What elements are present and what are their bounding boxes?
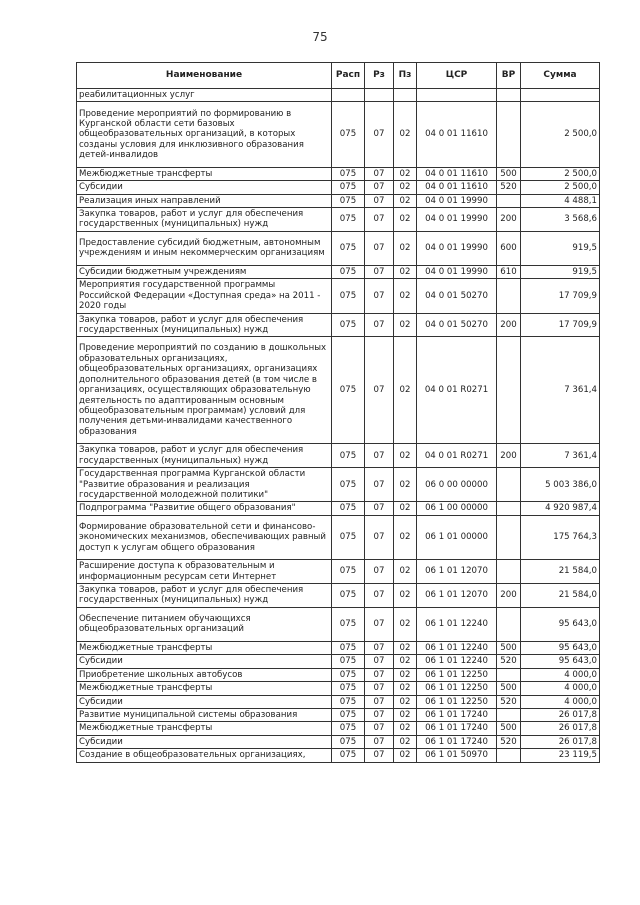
- row-pz: 02: [394, 279, 417, 313]
- table-row: [77, 682, 600, 695]
- row-rasp: 075: [332, 181, 365, 194]
- row-pz: 02: [394, 502, 417, 515]
- row-csr: 04 0 01 11610: [417, 167, 497, 180]
- table-row: [77, 722, 600, 735]
- row-pz: 02: [394, 444, 417, 468]
- row-name: реабилитационных услуг: [77, 89, 332, 102]
- row-sum: 95 643,0: [521, 655, 600, 668]
- row-name: Межбюджетные трансферты: [77, 722, 332, 735]
- row-csr: 04 0 01 R0271: [417, 337, 497, 444]
- row-name: Межбюджетные трансферты: [77, 682, 332, 695]
- header-rz: Рз: [365, 63, 394, 89]
- row-rasp: 075: [332, 167, 365, 180]
- row-sum: 17 709,9: [521, 313, 600, 337]
- row-vr: 200: [497, 444, 521, 468]
- table-row: [77, 695, 600, 708]
- row-pz: 02: [394, 102, 417, 167]
- row-rz: 07: [365, 207, 394, 231]
- row-rasp: 075: [332, 655, 365, 668]
- row-vr: 500: [497, 722, 521, 735]
- row-sum: 7 361,4: [521, 337, 600, 444]
- row-vr: [497, 337, 521, 444]
- row-rz: 07: [365, 194, 394, 207]
- row-csr: 06 1 01 12240: [417, 607, 497, 641]
- row-vr: 520: [497, 735, 521, 748]
- row-csr: 06 1 00 00000: [417, 502, 497, 515]
- row-sum: 26 017,8: [521, 709, 600, 722]
- header-csr: ЦСР: [417, 63, 497, 89]
- table-row: [77, 89, 600, 102]
- row-vr: [497, 194, 521, 207]
- row-csr: 04 0 01 19990: [417, 231, 497, 265]
- table-row: [77, 313, 600, 337]
- row-pz: 02: [394, 515, 417, 560]
- row-name: Мероприятия государственной программы Российской Федерации «Доступная среда» на 2011 - 2020 годы: [77, 279, 332, 313]
- row-pz: 02: [394, 655, 417, 668]
- row-rasp: 075: [332, 231, 365, 265]
- table-row: [77, 584, 600, 608]
- row-sum: 23 119,5: [521, 749, 600, 762]
- row-rz: 07: [365, 231, 394, 265]
- row-name: Обеспечение питанием обучающихся общеобразовательных организаций: [77, 607, 332, 641]
- row-rz: 07: [365, 749, 394, 762]
- row-rasp: 075: [332, 709, 365, 722]
- row-rz: 07: [365, 560, 394, 584]
- row-pz: 02: [394, 709, 417, 722]
- row-rasp: 075: [332, 337, 365, 444]
- row-rasp: 075: [332, 722, 365, 735]
- row-name: Межбюджетные трансферты: [77, 167, 332, 180]
- row-csr: 04 0 01 19990: [417, 207, 497, 231]
- row-pz: 02: [394, 560, 417, 584]
- table-row: [77, 181, 600, 194]
- row-sum: 2 500,0: [521, 167, 600, 180]
- table-body: [77, 89, 600, 763]
- row-sum: 95 643,0: [521, 607, 600, 641]
- row-csr: 06 1 01 17240: [417, 735, 497, 748]
- row-csr: 06 1 01 12250: [417, 695, 497, 708]
- row-pz: 02: [394, 231, 417, 265]
- row-rasp: 075: [332, 735, 365, 748]
- row-sum: 4 000,0: [521, 668, 600, 681]
- row-rz: 07: [365, 607, 394, 641]
- table-row: [77, 279, 600, 313]
- table-row: [77, 749, 600, 762]
- row-rz: 07: [365, 337, 394, 444]
- row-vr: [497, 89, 521, 102]
- row-sum: 95 643,0: [521, 642, 600, 655]
- header-pz: Пз: [394, 63, 417, 89]
- row-name: Проведение мероприятий по формированию в Курганской области сети базовых общеобразовательных организаций, в которых созданы условия для инклюзивного образования детей-инвалидов: [77, 102, 332, 167]
- row-rasp: 075: [332, 668, 365, 681]
- row-csr: 06 1 01 12070: [417, 560, 497, 584]
- row-sum: 4 920 987,4: [521, 502, 600, 515]
- table-row: [77, 735, 600, 748]
- row-vr: 520: [497, 655, 521, 668]
- row-rasp: 075: [332, 749, 365, 762]
- row-rz: 07: [365, 695, 394, 708]
- row-sum: 7 361,4: [521, 444, 600, 468]
- header-row: [77, 63, 600, 89]
- row-pz: 02: [394, 722, 417, 735]
- table-row: [77, 468, 600, 502]
- row-name: Подпрограмма "Развитие общего образования": [77, 502, 332, 515]
- row-rz: 07: [365, 444, 394, 468]
- row-csr: 06 1 01 12240: [417, 642, 497, 655]
- row-vr: [497, 749, 521, 762]
- row-pz: 02: [394, 167, 417, 180]
- table-row: [77, 560, 600, 584]
- row-vr: [497, 607, 521, 641]
- table-row: [77, 502, 600, 515]
- row-sum: 17 709,9: [521, 279, 600, 313]
- row-rz: 07: [365, 181, 394, 194]
- row-name: Субсидии бюджетным учреждениям: [77, 265, 332, 278]
- row-vr: 500: [497, 167, 521, 180]
- row-rasp: 075: [332, 194, 365, 207]
- row-sum: 919,5: [521, 231, 600, 265]
- row-vr: 500: [497, 682, 521, 695]
- row-csr: 06 1 01 12250: [417, 668, 497, 681]
- row-pz: 02: [394, 181, 417, 194]
- table-row: [77, 102, 600, 167]
- row-sum: 4 488,1: [521, 194, 600, 207]
- row-pz: 02: [394, 642, 417, 655]
- row-rasp: 075: [332, 102, 365, 167]
- row-csr: 06 1 01 00000: [417, 515, 497, 560]
- row-rz: [365, 89, 394, 102]
- row-csr: 06 1 01 12070: [417, 584, 497, 608]
- row-pz: 02: [394, 735, 417, 748]
- row-rz: 07: [365, 584, 394, 608]
- row-vr: [497, 668, 521, 681]
- row-pz: 02: [394, 749, 417, 762]
- row-sum: 4 000,0: [521, 682, 600, 695]
- row-pz: 02: [394, 607, 417, 641]
- row-csr: 04 0 01 11610: [417, 181, 497, 194]
- row-name: Формирование образовательной сети и финансово-экономических механизмов, обеспечивающих равный доступ к услугам общего образования: [77, 515, 332, 560]
- table-row: [77, 194, 600, 207]
- row-rasp: 075: [332, 695, 365, 708]
- row-rasp: 075: [332, 279, 365, 313]
- table-row: [77, 167, 600, 180]
- row-csr: 06 1 01 17240: [417, 722, 497, 735]
- table-row: [77, 231, 600, 265]
- row-vr: 520: [497, 181, 521, 194]
- row-vr: 610: [497, 265, 521, 278]
- row-vr: [497, 560, 521, 584]
- row-pz: 02: [394, 207, 417, 231]
- row-name: Субсидии: [77, 735, 332, 748]
- row-csr: 04 0 01 19990: [417, 265, 497, 278]
- row-rasp: 075: [332, 584, 365, 608]
- row-rz: 07: [365, 682, 394, 695]
- table-row: [77, 655, 600, 668]
- row-rz: 07: [365, 735, 394, 748]
- row-sum: 4 000,0: [521, 695, 600, 708]
- row-sum: 5 003 386,0: [521, 468, 600, 502]
- row-pz: 02: [394, 194, 417, 207]
- row-rz: 07: [365, 167, 394, 180]
- row-rasp: 075: [332, 682, 365, 695]
- row-rz: 07: [365, 515, 394, 560]
- header-vr: ВР: [497, 63, 521, 89]
- header-name: Наименование: [77, 63, 332, 89]
- row-rz: 07: [365, 265, 394, 278]
- row-csr: 04 0 01 11610: [417, 102, 497, 167]
- row-sum: 26 017,8: [521, 722, 600, 735]
- row-rasp: 075: [332, 444, 365, 468]
- row-vr: 520: [497, 695, 521, 708]
- row-vr: 200: [497, 207, 521, 231]
- header-sum: Сумма: [521, 63, 600, 89]
- row-csr: 06 1 01 12240: [417, 655, 497, 668]
- table-row: [77, 668, 600, 681]
- row-csr: 04 0 01 19990: [417, 194, 497, 207]
- row-name: Закупка товаров, работ и услуг для обеспечения государственных (муниципальных) нужд: [77, 313, 332, 337]
- table-row: [77, 515, 600, 560]
- row-name: Закупка товаров, работ и услуг для обеспечения государственных (муниципальных) нужд: [77, 444, 332, 468]
- row-vr: 200: [497, 313, 521, 337]
- row-vr: [497, 279, 521, 313]
- row-rz: 07: [365, 102, 394, 167]
- row-csr: 04 0 01 50270: [417, 279, 497, 313]
- table-row: [77, 642, 600, 655]
- row-csr: 06 1 01 17240: [417, 709, 497, 722]
- row-pz: 02: [394, 668, 417, 681]
- row-rasp: 075: [332, 265, 365, 278]
- row-name: Развитие муниципальной системы образования: [77, 709, 332, 722]
- row-rasp: 075: [332, 560, 365, 584]
- row-pz: [394, 89, 417, 102]
- row-pz: 02: [394, 337, 417, 444]
- row-sum: 175 764,3: [521, 515, 600, 560]
- row-pz: 02: [394, 265, 417, 278]
- row-sum: 26 017,8: [521, 735, 600, 748]
- row-rasp: 075: [332, 515, 365, 560]
- row-name: Государственная программа Курганской области "Развитие образования и реализация государственной молодежной политики": [77, 468, 332, 502]
- row-csr: 06 0 00 00000: [417, 468, 497, 502]
- row-rasp: [332, 89, 365, 102]
- row-rasp: 075: [332, 502, 365, 515]
- row-name: Приобретение школьных автобусов: [77, 668, 332, 681]
- row-rz: 07: [365, 655, 394, 668]
- table-row: [77, 444, 600, 468]
- row-rz: 07: [365, 709, 394, 722]
- row-vr: [497, 515, 521, 560]
- row-name: Субсидии: [77, 181, 332, 194]
- row-rz: 07: [365, 279, 394, 313]
- table-row: [77, 709, 600, 722]
- row-name: Создание в общеобразовательных организациях,: [77, 749, 332, 762]
- row-vr: 600: [497, 231, 521, 265]
- row-vr: 200: [497, 584, 521, 608]
- row-vr: 500: [497, 642, 521, 655]
- header-rasp: Расп: [332, 63, 365, 89]
- row-rasp: 075: [332, 607, 365, 641]
- row-csr: 06 1 01 50970: [417, 749, 497, 762]
- row-pz: 02: [394, 584, 417, 608]
- row-rasp: 075: [332, 313, 365, 337]
- row-sum: [521, 89, 600, 102]
- row-name: Реализация иных направлений: [77, 194, 332, 207]
- row-pz: 02: [394, 695, 417, 708]
- row-sum: 21 584,0: [521, 560, 600, 584]
- row-csr: [417, 89, 497, 102]
- row-vr: [497, 468, 521, 502]
- row-rasp: 075: [332, 468, 365, 502]
- row-sum: 2 500,0: [521, 181, 600, 194]
- row-name: Субсидии: [77, 695, 332, 708]
- row-vr: [497, 709, 521, 722]
- row-pz: 02: [394, 313, 417, 337]
- row-vr: [497, 102, 521, 167]
- row-rz: 07: [365, 722, 394, 735]
- row-pz: 02: [394, 468, 417, 502]
- row-sum: 3 568,6: [521, 207, 600, 231]
- row-pz: 02: [394, 682, 417, 695]
- row-name: Закупка товаров, работ и услуг для обеспечения государственных (муниципальных) нужд: [77, 584, 332, 608]
- table-row: [77, 207, 600, 231]
- row-rz: 07: [365, 502, 394, 515]
- row-name: Субсидии: [77, 655, 332, 668]
- table-row: [77, 337, 600, 444]
- row-csr: 06 1 01 12250: [417, 682, 497, 695]
- row-rasp: 075: [332, 207, 365, 231]
- row-rz: 07: [365, 313, 394, 337]
- row-rasp: 075: [332, 642, 365, 655]
- row-vr: [497, 502, 521, 515]
- row-name: Расширение доступа к образовательным и информационным ресурсам сети Интернет: [77, 560, 332, 584]
- row-name: Проведение мероприятий по созданию в дошкольных образовательных организациях, общеобразовательных организациях, организациях дополнительного образования детей (в том числе в организациях, осуществляющих образовательную деятельность по адаптированным основным общеобразовательным программам) условий для получения детьми-инвалидами качественного образования: [77, 337, 332, 444]
- row-name: Предоставление субсидий бюджетным, автономным учреждениям и иным некоммерческим организациям: [77, 231, 332, 265]
- row-name: Закупка товаров, работ и услуг для обеспечения государственных (муниципальных) нужд: [77, 207, 332, 231]
- row-sum: 2 500,0: [521, 102, 600, 167]
- row-csr: 04 0 01 R0271: [417, 444, 497, 468]
- table-row: [77, 265, 600, 278]
- budget-table: [76, 62, 600, 763]
- row-rz: 07: [365, 668, 394, 681]
- row-csr: 04 0 01 50270: [417, 313, 497, 337]
- row-sum: 21 584,0: [521, 584, 600, 608]
- row-sum: 919,5: [521, 265, 600, 278]
- page-number: 75: [312, 30, 328, 44]
- table-row: [77, 607, 600, 641]
- row-rz: 07: [365, 468, 394, 502]
- row-name: Межбюджетные трансферты: [77, 642, 332, 655]
- row-rz: 07: [365, 642, 394, 655]
